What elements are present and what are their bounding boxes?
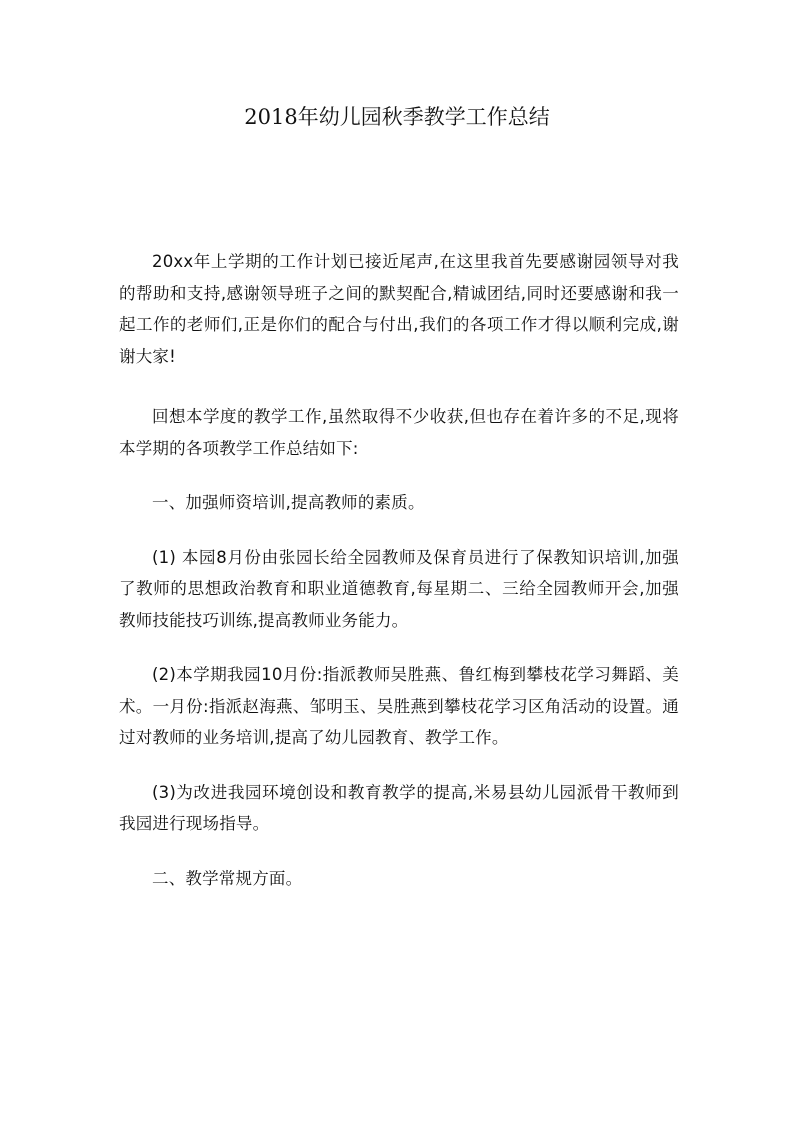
document-body: [119, 246, 679, 917]
paragraph-intro: 20xx年上学期的工作计划已接近尾声,在这里我首先要感谢园领导对我的帮助和支持,感谢领导班子之间的默契配合,精诚团结,同时还要感谢和我一起工作的老师们,正是你们的配合与付出,我们的各项工作才得以顺利完成,谢谢大家!: [119, 252, 679, 366]
paragraph-item-2: (2)本学期我园10月份:指派教师吴胜燕、鲁红梅到攀枝花学习舞蹈、美术。一月份:指派赵海燕、邹明玉、吴胜燕到攀枝花学习区角活动的设置。通过对教师的业务培训,提高了幼儿园教育、教学工作。: [119, 665, 679, 747]
section-heading-2: 二、教学常规方面。: [152, 868, 303, 888]
document-title: 2018年幼儿园秋季教学工作总结: [244, 105, 550, 129]
section-heading-1: 一、加强师资培训,提高教师的素质。: [152, 493, 425, 512]
paragraph-item-1: (1) 本园8月份由张园长给全园教师及保育员进行了保教知识培训,加强了教师的思想政治教育和职业道德教育,每星期二、三给全园教师开会,加强教师技能技巧训练,提高教师业务能力。: [119, 547, 679, 630]
paragraph-review: 回想本学度的教学工作,虽然取得不少收获,但也存在着许多的不足,现将本学期的各项教学工作总结如下:: [119, 407, 679, 458]
paragraph-item-3: (3)为改进我园环境创设和教育教学的提高,米易县幼儿园派骨干教师到我园进行现场指导。: [119, 782, 679, 833]
